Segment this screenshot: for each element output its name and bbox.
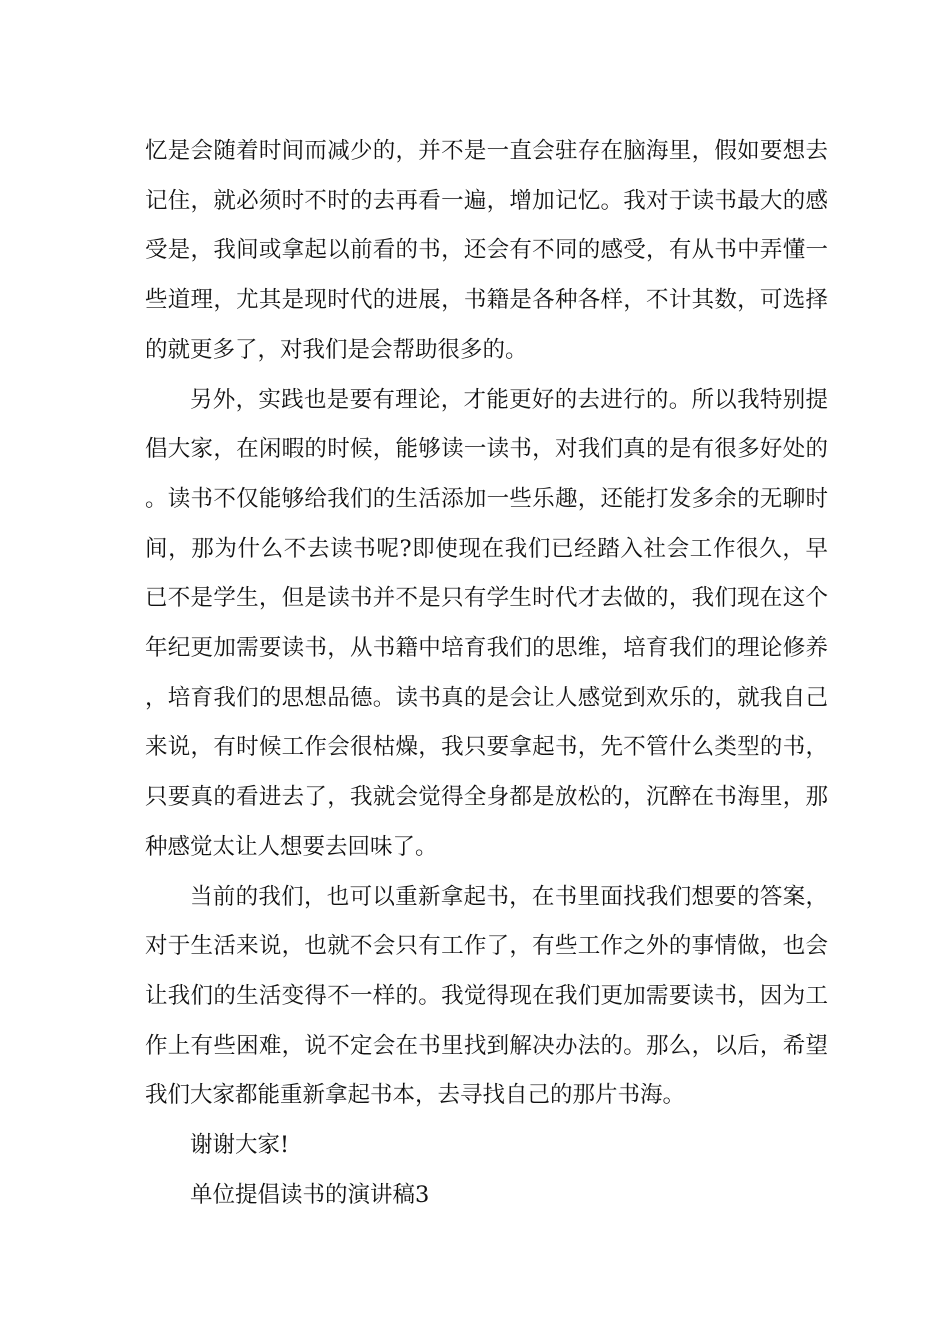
- paragraph-pick-up-books: 当前的我们，也可以重新拿起书，在书里面找我们想要的答案，对于生活来说，也就不会只有工作了，有些工作之外的事情做，也会让我们的生活变得不一样的。我觉得现在我们更加需要读书，因为工作上有些困难，说不定会在书里找到解决办法的。那么，以后，希望我们大家都能重新拿起书本，去寻找自己的那片书海。: [145, 883, 828, 1109]
- closing-thanks: 谢谢大家!: [190, 1132, 290, 1159]
- paragraph-continued: 忆是会随着时间而减少的，并不是一直会驻存在脑海里，假如要想去记住，就必须时不时的去再看一遍，增加记忆。我对于读书最大的感受是，我间或拿起以前看的书，还会有不同的感受，有从书中弄懂一些道理，尤其是现时代的进展，书籍是各种各样，不计其数，可选择的就更多了，对我们是会帮助很多的。: [145, 138, 828, 363]
- document-body: [145, 127, 828, 1220]
- paragraph-practice-theory: 另外，实践也是要有理论，才能更好的去进行的。所以我特别提倡大家，在闲暇的时候，能够读一读书，对我们真的是有很多好处的。读书不仅能够给我们的生活添加一些乐趣，还能打发多余的无聊时间，那为什么不去读书呢?即使现在我们已经踏入社会工作很久，早已不是学生，但是读书并不是只有学生时代才去做的，我们现在这个年纪更加需要读书，从书籍中培育我们的思维，培育我们的理论修养，培育我们的思想品德。读书真的是会让人感觉到欢乐的，就我自己来说，有时候工作会很枯燥，我只要拿起书，先不管什么类型的书，只要真的看进去了，我就会觉得全身都是放松的，沉醉在书海里，那种感觉太让人想要去回味了。: [145, 386, 828, 860]
- section-title: 单位提倡读书的演讲稿3: [190, 1181, 430, 1208]
